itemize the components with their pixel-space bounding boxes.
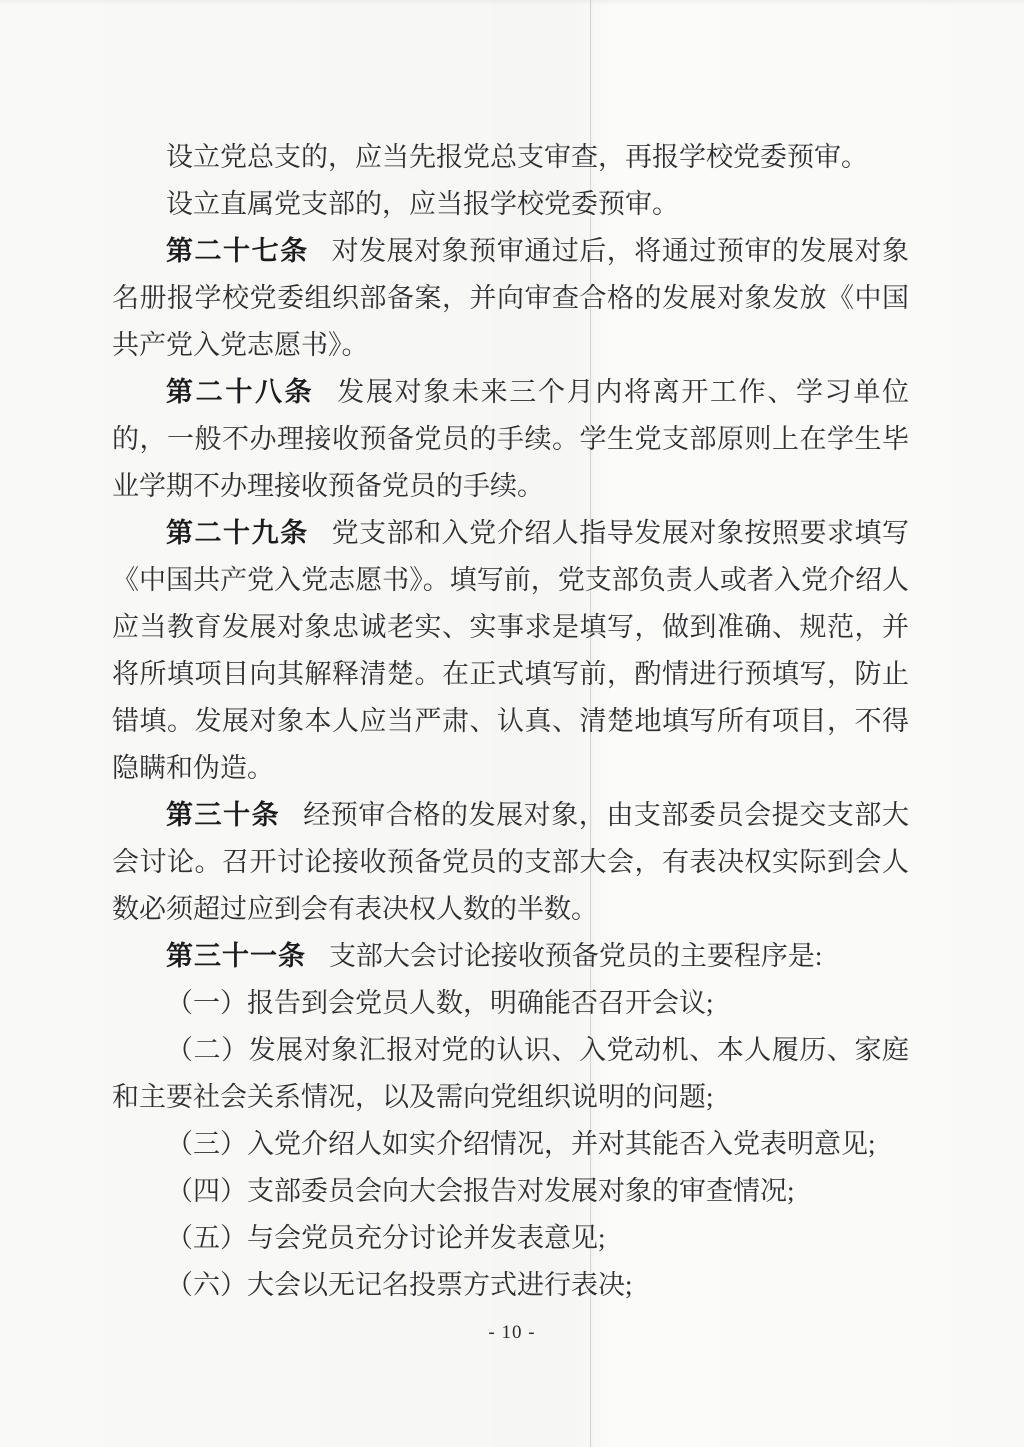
list-item-6	[112, 1262, 909, 1309]
paragraph-text: 设立党总支的，应当先报党总支审查，再报学校党委预审。	[166, 142, 868, 172]
article-29-heading: 第二十九条	[166, 518, 309, 548]
paragraph-text: 对发展对象预审通过后，将通过预审的发展对象名册报学校党委组织部备案，并向审查合格的发展对象发放《中国共产党入党志愿书》。	[112, 236, 910, 360]
article-31-heading: 第三十一条	[166, 941, 306, 971]
paragraph-text: 党支部和入党介绍人指导发展对象按照要求填写《中国共产党入党志愿书》。填写前，党支部负责人或者入党介绍人应当教育发展对象忠诚老实、实事求是填写，做到准确、规范，并将所填项目向其解释清楚。在正式填写前，酌情进行预填写，防止错填。发展对象本人应当严肃、认真、清楚地填写所有项目，不得隐瞒和伪造。	[112, 518, 910, 783]
article-28	[112, 369, 909, 510]
paragraph-continuation	[112, 134, 909, 181]
document-text-column	[112, 134, 909, 1309]
list-item-5	[112, 1215, 909, 1262]
article-30-heading: 第三十条	[166, 800, 281, 830]
article-29	[112, 510, 909, 792]
paragraph-text: 经预审合格的发展对象，由支部委员会提交支部大会讨论。召开讨论接收预备党员的支部大会，有表决权实际到会人数必须超过应到会有表决权人数的半数。	[112, 800, 909, 924]
list-item-1	[112, 980, 909, 1027]
article-30	[112, 792, 909, 933]
paragraph-text: 设立直属党支部的，应当报学校党委预审。	[166, 189, 679, 219]
paragraph-text: （五）与会党员充分讨论并发表意见;	[166, 1223, 606, 1253]
paragraph-text: （一）报告到会党员人数，明确能否召开会议;	[166, 988, 714, 1018]
list-item-3	[112, 1121, 909, 1168]
paragraph-text: 发展对象未来三个月内将离开工作、学习单位的，一般不办理接收预备党员的手续。学生党支部原则上在学生毕业学期不办理接收预备党员的手续。	[112, 377, 910, 501]
article-27	[112, 228, 909, 369]
paragraph-text: （四）支部委员会向大会报告对发展对象的审查情况;	[166, 1176, 795, 1206]
article-28-heading: 第二十八条	[166, 377, 315, 407]
paragraph-continuation	[112, 181, 909, 228]
paragraph-text: （二）发展对象汇报对党的认识、入党动机、本人履历、家庭和主要社会关系情况，以及需向党组织说明的问题;	[112, 1035, 909, 1112]
list-item-4	[112, 1168, 909, 1215]
paragraph-text: （六）大会以无记名投票方式进行表决;	[166, 1270, 633, 1300]
page-number: - 10 -	[488, 1322, 536, 1343]
paragraph-text: （三）入党介绍人如实介绍情况，并对其能否入党表明意见;	[166, 1129, 876, 1159]
paragraph-text: 支部大会讨论接收预备党员的主要程序是:	[328, 941, 823, 971]
article-31	[112, 933, 909, 980]
list-item-2	[112, 1027, 909, 1121]
article-27-heading: 第二十七条	[166, 236, 309, 266]
